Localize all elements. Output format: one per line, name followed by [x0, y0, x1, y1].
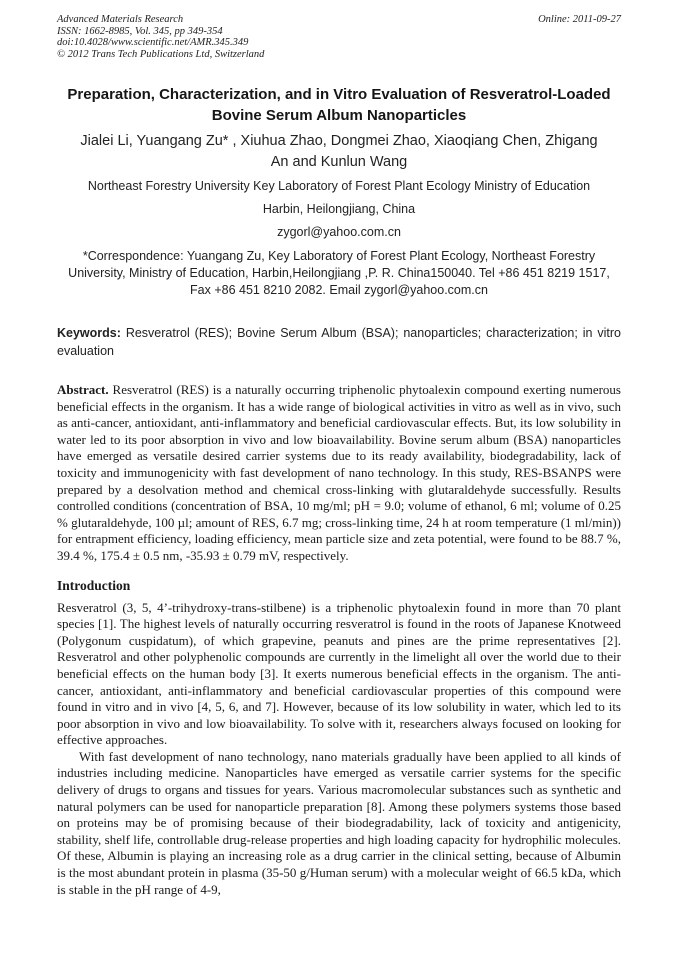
- online-date: Online: 2011-09-27: [538, 14, 621, 25]
- introduction-heading: Introduction: [57, 577, 131, 593]
- introduction-paragraph-1: Resveratrol (3, 5, 4’-trihydroxy-trans-stilbene) is a triphenolic phytoalexin found in more than 70 plant species [1]. The highest levels of naturally occurring resveratrol is found in the roots of Japanese Knotweed (Polygonum cuspidatum), of which grapevine, peanuts and pines are the prime representatives [2]. Resveratrol and other polyphenolic compounds are currently in the limelight all over the world due to their beneficial effects on the human body [3]. It exerts numerous beneficial effects in the organism. The anti-cancer, antioxidant, anti-inflammatory and beneficial cardiovascular properties of this compound were found in vitro and in vivo [4, 5, 6, and 7]. However, because of its low solubility in water, which led to its poor absorption in vivo and low bioavailability. To solve with it, researchers always focused on looking for effective approaches.: [57, 599, 621, 748]
- journal-issn: ISSN: 1662-8985, Vol. 345, pp 349-354: [57, 25, 223, 37]
- keywords-text: Resveratrol (RES); Bovine Serum Album (BSA); nanoparticles; characterization; in vitro evaluation: [57, 326, 621, 358]
- keywords-label: Keywords:: [57, 326, 121, 340]
- journal-doi: doi:10.4028/www.scientific.net/AMR.345.349: [57, 37, 249, 48]
- abstract-paragraph: [57, 382, 621, 565]
- journal-copyright: © 2012 Trans Tech Publications Ltd, Switzerland: [57, 48, 265, 60]
- paper-title: Preparation, Characterization, and in Vitro Evaluation of Resveratrol-Loaded Bovine Serum Album Nanoparticles: [67, 86, 611, 124]
- journal-name: Advanced Materials Research: [57, 14, 184, 25]
- abstract-label: Abstract.: [57, 382, 109, 397]
- correspondence-note: *Correspondence: Yuangang Zu, Key Laboratory of Forest Plant Ecology, Northeast Forestry University, Ministry of Education, Harbin,Heilongjiang ,P. R. China150040. Tel +86 451 8219 1517, Fax +86 451 8210 2082. Email zygorl@yahoo.com.cn: [68, 249, 610, 297]
- affiliation-line: Northeast Forestry University Key Laboratory of Forest Plant Ecology Ministry of Education: [87, 179, 591, 193]
- keywords-paragraph: [57, 325, 621, 360]
- contact-email: zygorl@yahoo.com.cn: [277, 225, 401, 239]
- journal-masthead: [57, 14, 621, 60]
- abstract-text: Resveratrol (RES) is a naturally occurring triphenolic phytoalexin compound exerting numerous beneficial effects in the organism. It has a wide range of biological activities in vitro as well as in vivo, such as anti-cancer, antioxidant, anti-inflammatory and beneficial cardiovascular effects. But, its low solubility in water led to its poor absorption in vivo and low bioavailability. Bovine serum album (BSA) nanoparticles have emerged as versatile desired carrier systems due to its ready availability, biodegradability, lack of toxicity and immunogenicity with fast development of nano technology. In this study, RES-BSANPS were prepared by a desolvation method and chemical cross-linking with glutaraldehyde successfully. Results controlled conditions (concentration of BSA, 10 mg/ml; pH = 9.0; volume of ethanol, 6 ml; volume of 0.25 % glutaraldehyde, 100 µl; amount of RES, 6.7 mg; cross-linking time, 24 h at room temperature (1 ml/min)) for entrapment efficiency, loading efficiency, mean particle size and zeta potential, were found to be 88.7 %, 39.4 %, 175.4 ± 0.5 nm, -35.93 ± 0.79 mV, respectively.: [57, 382, 621, 563]
- introduction-paragraph-2: With fast development of nano technology, nano materials gradually have been applied to all kinds of industries including medicine. Nanoparticles have emerged as versatile carrier systems for the specific delivery of drugs to organs and tissues for years. Various macromolecular substances such as synthetic and natural polymers can be used for nanoparticle preparation [8]. Among these polymers systems those based on proteins may be of promising because of their biodegradability, lack of toxicity and antigenicity, stability, shelf life, controllable drug-release properties and high loading capacity for hydrophilic molecules. Of these, Albumin is playing an increasing role as a drug carrier in the clinical setting, because of Albumin is the most abundant protein in plasma (35-50 g/Human serum) with a molecular weight of 66.5 kDa, which is stable in the pH range of 4-9,: [57, 748, 621, 897]
- journal-info-block: [57, 14, 264, 60]
- authors-line: Jialei Li, Yuangang Zu* , Xiuhua Zhao, Dongmei Zhao, Xiaoqiang Chen, Zhigang An and Kunlun Wang: [80, 133, 598, 170]
- affiliation-location: Harbin, Heilongjiang, China: [262, 202, 416, 216]
